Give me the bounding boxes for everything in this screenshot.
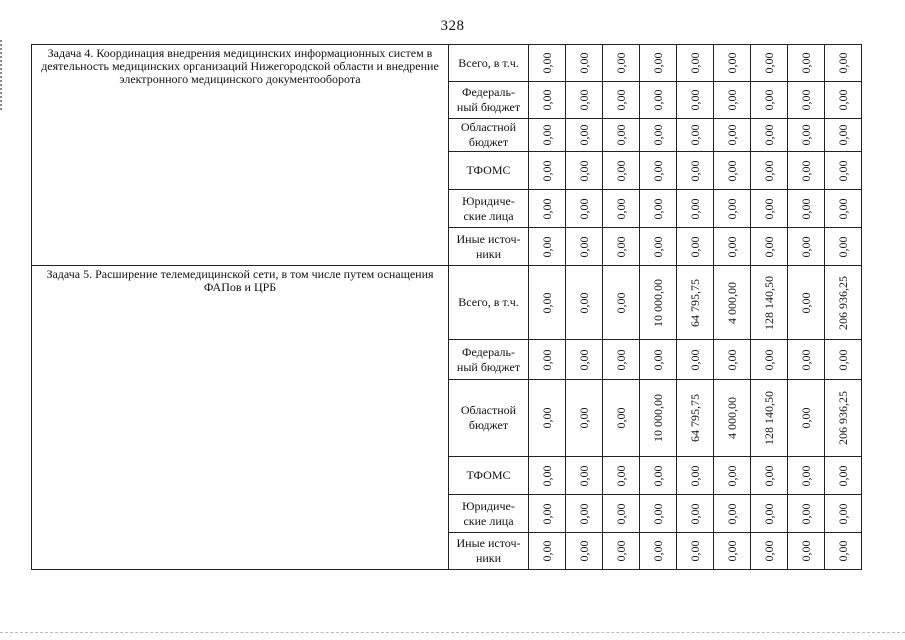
amount-cell [751, 45, 788, 82]
amount-value: 0,00 [799, 236, 813, 257]
amount-value: 0,00 [799, 52, 813, 74]
amount-cell [529, 457, 566, 495]
amount-cell [529, 45, 566, 82]
amount-cell [825, 533, 862, 570]
page-number: 328 [440, 18, 465, 34]
funding-source: Иные источ- ники [449, 533, 529, 570]
amount-cell [714, 190, 751, 228]
amount-cell [677, 266, 714, 340]
amount-cell [714, 457, 751, 495]
amount-value: 0,00 [577, 292, 591, 313]
amount-value: 0,00 [651, 89, 665, 111]
amount-cell [566, 228, 603, 266]
amount-value: 0,00 [614, 349, 628, 370]
amount-cell [603, 380, 640, 457]
amount-cell [566, 380, 603, 457]
amount-value: 0,00 [540, 52, 554, 74]
amount-cell [751, 380, 788, 457]
amount-cell [788, 82, 825, 119]
amount-value: 0,00 [540, 292, 554, 313]
amount-cell [751, 266, 788, 340]
amount-value: 0,00 [688, 89, 702, 111]
amount-value: 0,00 [540, 160, 554, 181]
amount-cell [825, 495, 862, 533]
amount-value: 0,00 [762, 52, 776, 74]
amount-cell [640, 457, 677, 495]
amount-value: 0,00 [614, 292, 628, 313]
amount-cell [751, 82, 788, 119]
amount-value: 0,00 [614, 503, 628, 524]
amount-value: 0,00 [799, 160, 813, 181]
amount-cell [640, 380, 677, 457]
amount-value: 206 936,25 [836, 391, 850, 445]
amount-cell [603, 457, 640, 495]
amount-value: 0,00 [836, 236, 850, 257]
amount-value: 0,00 [688, 52, 702, 74]
amount-cell [788, 152, 825, 190]
amount-value: 0,00 [762, 349, 776, 370]
amount-value: 0,00 [799, 503, 813, 524]
amount-cell [566, 45, 603, 82]
amount-cell [566, 340, 603, 380]
table-row [32, 45, 862, 82]
amount-cell [603, 82, 640, 119]
amount-cell [825, 152, 862, 190]
amount-value: 0,00 [577, 160, 591, 181]
amount-cell [529, 228, 566, 266]
amount-value: 0,00 [725, 540, 739, 562]
amount-value: 0,00 [577, 124, 591, 146]
amount-value: 0,00 [614, 236, 628, 257]
amount-value: 0,00 [651, 349, 665, 370]
task-title-4: Задача 4. Координация внедрения медицинских информационных систем в деятельность медицинских организаций Нижегородской области и внедрение электронного медицинского документооборота [32, 45, 449, 266]
amount-value: 0,00 [688, 349, 702, 370]
amount-cell [788, 495, 825, 533]
funding-source: Областной бюджет [449, 119, 529, 152]
amount-value: 0,00 [614, 465, 628, 486]
amount-cell [603, 340, 640, 380]
amount-value: 0,00 [836, 160, 850, 181]
amount-value: 0,00 [688, 503, 702, 524]
amount-value: 0,00 [725, 198, 739, 219]
amount-value: 0,00 [762, 236, 776, 257]
amount-value: 0,00 [540, 503, 554, 524]
amount-value: 0,00 [651, 52, 665, 74]
amount-value: 0,00 [725, 465, 739, 486]
amount-cell [788, 380, 825, 457]
amount-cell [640, 152, 677, 190]
amount-value: 0,00 [614, 124, 628, 146]
amount-cell [751, 457, 788, 495]
funding-source: Федераль- ный бюджет [449, 82, 529, 119]
amount-value: 0,00 [614, 407, 628, 429]
amount-cell [825, 380, 862, 457]
amount-cell [529, 380, 566, 457]
amount-cell [714, 119, 751, 152]
amount-value: 10 000,00 [651, 278, 665, 327]
funding-source: Областной бюджет [449, 380, 529, 457]
amount-value: 10 000,00 [651, 394, 665, 442]
amount-value: 0,00 [836, 503, 850, 524]
amount-cell [529, 82, 566, 119]
amount-cell [825, 190, 862, 228]
amount-value: 0,00 [836, 124, 850, 146]
amount-value: 0,00 [540, 89, 554, 111]
amount-cell [677, 152, 714, 190]
amount-cell [751, 228, 788, 266]
amount-value: 0,00 [688, 540, 702, 562]
amount-value: 0,00 [836, 349, 850, 370]
amount-cell [788, 533, 825, 570]
bottom-scan-rule [0, 632, 905, 633]
amount-cell [603, 533, 640, 570]
amount-cell [788, 457, 825, 495]
amount-value: 128 140,50 [762, 391, 776, 445]
funding-source: Федераль- ный бюджет [449, 340, 529, 380]
amount-cell [825, 228, 862, 266]
funding-source: Юридиче- ские лица [449, 495, 529, 533]
amount-value: 0,00 [651, 540, 665, 562]
amount-value: 0,00 [577, 540, 591, 562]
amount-value: 64 795,75 [688, 394, 702, 442]
amount-cell [788, 340, 825, 380]
amount-cell [714, 152, 751, 190]
amount-value: 0,00 [540, 236, 554, 257]
amount-cell [788, 190, 825, 228]
amount-value: 0,00 [799, 89, 813, 111]
amount-cell [603, 190, 640, 228]
amount-cell [714, 380, 751, 457]
amount-value: 0,00 [762, 540, 776, 562]
amount-cell [566, 82, 603, 119]
amount-cell [603, 495, 640, 533]
amount-cell [714, 533, 751, 570]
amount-cell [640, 190, 677, 228]
amount-value: 0,00 [799, 540, 813, 562]
funding-source: Всего, в т.ч. [449, 266, 529, 340]
amount-value: 0,00 [651, 503, 665, 524]
scan-edge-marks [0, 40, 6, 110]
amount-value: 0,00 [725, 52, 739, 74]
amount-value: 0,00 [614, 52, 628, 74]
amount-value: 0,00 [651, 124, 665, 146]
amount-cell [640, 82, 677, 119]
amount-value: 0,00 [614, 89, 628, 111]
amount-cell [529, 119, 566, 152]
amount-cell [677, 45, 714, 82]
amount-cell [603, 45, 640, 82]
table-row [32, 266, 862, 340]
amount-value: 0,00 [540, 465, 554, 486]
amount-cell [714, 340, 751, 380]
amount-cell [677, 380, 714, 457]
amount-cell [825, 266, 862, 340]
funding-source: ТФОМС [449, 152, 529, 190]
amount-cell [640, 340, 677, 380]
amount-value: 0,00 [688, 124, 702, 146]
amount-value: 0,00 [799, 198, 813, 219]
amount-value: 0,00 [540, 198, 554, 219]
amount-cell [677, 190, 714, 228]
amount-cell [677, 228, 714, 266]
amount-cell [640, 45, 677, 82]
amount-cell [677, 119, 714, 152]
amount-value: 0,00 [762, 503, 776, 524]
amount-value: 0,00 [799, 124, 813, 146]
amount-cell [751, 533, 788, 570]
amount-value: 0,00 [614, 198, 628, 219]
amount-value: 0,00 [688, 160, 702, 181]
amount-cell [825, 457, 862, 495]
amount-value: 0,00 [836, 198, 850, 219]
amount-value: 0,00 [725, 503, 739, 524]
amount-value: 206 936,25 [836, 275, 850, 330]
amount-value: 0,00 [577, 89, 591, 111]
amount-cell [714, 495, 751, 533]
amount-value: 64 795,75 [688, 278, 702, 327]
amount-cell [751, 152, 788, 190]
amount-value: 0,00 [762, 89, 776, 111]
amount-value: 0,00 [762, 124, 776, 146]
amount-value: 0,00 [836, 89, 850, 111]
amount-cell [603, 228, 640, 266]
amount-cell [788, 119, 825, 152]
amount-value: 4 000,00 [725, 397, 739, 439]
amount-value: 0,00 [540, 349, 554, 370]
amount-value: 128 140,50 [762, 275, 776, 330]
amount-value: 0,00 [540, 124, 554, 146]
amount-value: 0,00 [688, 198, 702, 219]
amount-cell [677, 495, 714, 533]
task-title-5: Задача 5. Расширение телемедицинской сети, в том числе путем оснащения ФАПов и ЦРБ [32, 266, 449, 570]
amount-cell [529, 152, 566, 190]
amount-cell [714, 228, 751, 266]
amount-cell [529, 190, 566, 228]
amount-value: 0,00 [577, 52, 591, 74]
amount-value: 0,00 [577, 407, 591, 429]
amount-value: 0,00 [577, 198, 591, 219]
amount-cell [603, 119, 640, 152]
amount-value: 0,00 [725, 349, 739, 370]
amount-cell [640, 228, 677, 266]
funding-source: Иные источ- ники [449, 228, 529, 266]
budget-table [31, 44, 862, 570]
amount-value: 0,00 [651, 198, 665, 219]
amount-cell [751, 119, 788, 152]
amount-cell [566, 495, 603, 533]
amount-value: 0,00 [651, 160, 665, 181]
amount-cell [566, 190, 603, 228]
amount-value: 0,00 [836, 465, 850, 486]
amount-cell [714, 82, 751, 119]
amount-value: 0,00 [577, 465, 591, 486]
amount-value: 0,00 [614, 540, 628, 562]
amount-cell [640, 495, 677, 533]
amount-value: 0,00 [725, 236, 739, 257]
amount-cell [566, 533, 603, 570]
funding-source: Всего, в т.ч. [449, 45, 529, 82]
amount-cell [640, 119, 677, 152]
amount-cell [566, 266, 603, 340]
amount-cell [677, 82, 714, 119]
amount-cell [677, 340, 714, 380]
amount-value: 0,00 [540, 540, 554, 562]
amount-value: 0,00 [651, 236, 665, 257]
amount-cell [825, 45, 862, 82]
amount-cell [788, 45, 825, 82]
amount-value: 0,00 [799, 292, 813, 313]
amount-cell [566, 152, 603, 190]
amount-value: 0,00 [799, 465, 813, 486]
amount-cell [751, 495, 788, 533]
amount-value: 0,00 [799, 407, 813, 429]
amount-value: 0,00 [725, 160, 739, 181]
amount-cell [566, 119, 603, 152]
amount-cell [677, 533, 714, 570]
amount-value: 0,00 [577, 236, 591, 257]
amount-value: 0,00 [540, 407, 554, 429]
amount-cell [751, 340, 788, 380]
amount-cell [603, 266, 640, 340]
amount-value: 4 000,00 [725, 281, 739, 324]
amount-cell [751, 190, 788, 228]
amount-value: 0,00 [762, 198, 776, 219]
amount-cell [788, 266, 825, 340]
amount-value: 0,00 [614, 160, 628, 181]
amount-cell [714, 266, 751, 340]
amount-value: 0,00 [762, 465, 776, 486]
amount-cell [714, 45, 751, 82]
amount-value: 0,00 [651, 465, 665, 486]
amount-cell [566, 457, 603, 495]
amount-cell [825, 119, 862, 152]
amount-cell [640, 533, 677, 570]
amount-cell [529, 266, 566, 340]
amount-value: 0,00 [577, 503, 591, 524]
amount-value: 0,00 [688, 236, 702, 257]
amount-cell [825, 340, 862, 380]
amount-cell [603, 152, 640, 190]
amount-cell [529, 495, 566, 533]
amount-value: 0,00 [799, 349, 813, 370]
funding-source: ТФОМС [449, 457, 529, 495]
amount-value: 0,00 [725, 124, 739, 146]
amount-value: 0,00 [836, 540, 850, 562]
amount-cell [825, 82, 862, 119]
amount-value: 0,00 [725, 89, 739, 111]
funding-source: Юридиче- ские лица [449, 190, 529, 228]
amount-value: 0,00 [577, 349, 591, 370]
amount-value: 0,00 [762, 160, 776, 181]
amount-cell [677, 457, 714, 495]
amount-value: 0,00 [688, 465, 702, 486]
amount-value: 0,00 [836, 52, 850, 74]
amount-cell [640, 266, 677, 340]
amount-cell [529, 533, 566, 570]
amount-cell [788, 228, 825, 266]
amount-cell [529, 340, 566, 380]
